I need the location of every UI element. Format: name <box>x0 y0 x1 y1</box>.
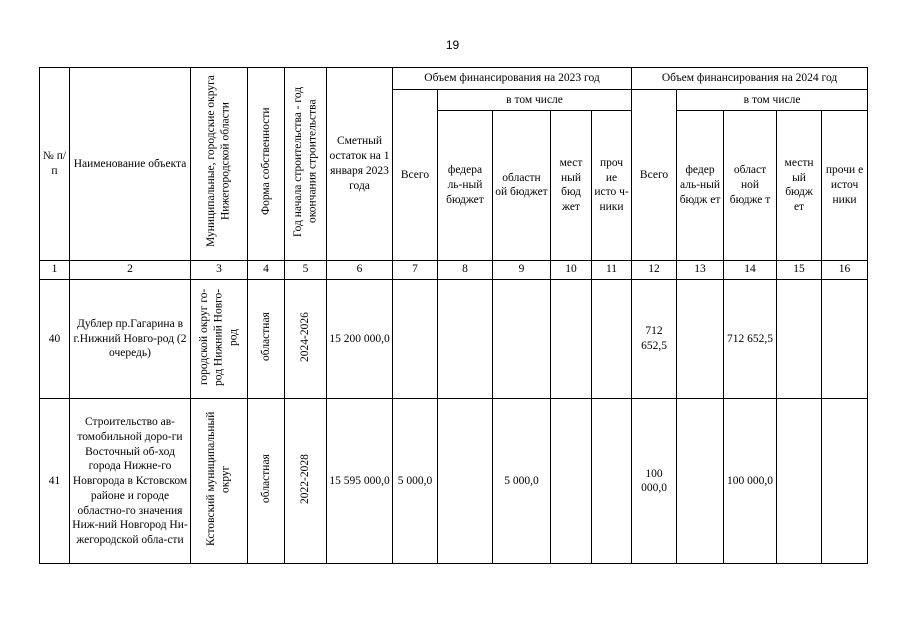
row-other-2023 <box>592 279 632 399</box>
header-municipality-text: Муниципальные, городские округа Нижегородской области <box>205 75 232 248</box>
col-index: 8 <box>438 260 493 279</box>
col-index: 15 <box>777 260 822 279</box>
row-municipality-text: Кстовский муниципальный округ <box>205 411 232 547</box>
col-index: 4 <box>248 260 285 279</box>
row-ownership <box>248 399 285 564</box>
row-years-text: 2022-2028 <box>299 454 312 504</box>
header-regional-2024 <box>724 110 777 260</box>
row-total-2023 <box>393 279 438 399</box>
col-index: 6 <box>327 260 393 279</box>
row-federal-2024 <box>677 399 724 564</box>
header-other-2023 <box>592 110 632 260</box>
row-regional-2023 <box>493 279 551 399</box>
col-index: 10 <box>551 260 592 279</box>
header-federal-2024 <box>677 110 724 260</box>
row-regional-2023: 5 000,0 <box>493 399 551 564</box>
row-regional-2024: 100 000,0 <box>724 399 777 564</box>
row-ownership <box>248 279 285 399</box>
col-index: 12 <box>632 260 677 279</box>
header-other-2024-text: прочи е источ ники <box>825 164 864 206</box>
row-total-2023: 5 000,0 <box>393 399 438 564</box>
header-total-2024-text: Всего <box>639 168 669 181</box>
row-total-2024: 712 652,5 <box>632 279 677 399</box>
header-incl-2024 <box>677 90 868 111</box>
header-fin-2023 <box>393 68 632 90</box>
row-municipality-text: городской округ го-род Нижний Новго-род <box>197 288 240 386</box>
header-local-2023 <box>551 110 592 260</box>
header-federal-2023 <box>438 110 493 260</box>
row-federal-2024 <box>677 279 724 399</box>
header-name <box>70 68 191 261</box>
header-ownership <box>248 68 285 261</box>
table-row <box>40 279 868 399</box>
row-num: 40 <box>40 279 70 399</box>
header-incl-2024-text: в том числе <box>743 93 801 106</box>
row-local-2024 <box>777 279 822 399</box>
row-regional-2024: 712 652,5 <box>724 279 777 399</box>
col-index: 11 <box>592 260 632 279</box>
row-years-text: 2024-2026 <box>299 311 312 362</box>
header-num <box>40 68 70 261</box>
header-num-text: № п/п <box>42 150 67 177</box>
header-other-2023-text: проч ие исто ч-ники <box>594 156 629 213</box>
col-index: 14 <box>724 260 777 279</box>
row-municipality <box>191 279 248 399</box>
col-index: 13 <box>677 260 724 279</box>
row-federal-2023 <box>438 279 493 399</box>
header-fin-2024 <box>632 68 868 90</box>
row-municipality <box>191 399 248 564</box>
header-regional-2023-text: областн ой бюджет <box>495 171 548 199</box>
row-local-2023 <box>551 399 592 564</box>
col-index: 5 <box>285 260 327 279</box>
row-years <box>285 279 327 399</box>
col-index: 9 <box>493 260 551 279</box>
header-estimate-text: Сметный остаток на 1 января 2023 года <box>329 135 390 192</box>
header-local-2023-text: мест ный бюд жет <box>559 156 583 213</box>
row-estimate: 15 200 000,0 <box>327 279 393 399</box>
header-federal-2024-text: федер аль-ный бюдж ет <box>679 164 721 206</box>
header-local-2024 <box>777 110 822 260</box>
page-number: 19 <box>445 38 460 52</box>
header-fin-2024-text: Объем финансирования на 2024 год <box>661 72 838 85</box>
row-local-2023 <box>551 279 592 399</box>
header-name-text: Наименование объекта <box>73 157 187 170</box>
row-other-2024 <box>822 279 868 399</box>
header-total-2024 <box>632 90 677 261</box>
row-ownership-text: областная <box>259 454 272 504</box>
header-local-2024-text: местн ый бюдж ет <box>784 156 814 213</box>
row-federal-2023 <box>438 399 493 564</box>
header-municipality <box>191 68 248 261</box>
row-other-2024 <box>822 399 868 564</box>
header-years <box>285 68 327 261</box>
table-row <box>40 399 868 564</box>
col-index: 3 <box>191 260 248 279</box>
row-local-2024 <box>777 399 822 564</box>
header-fin-2023-text: Объем финансирования на 2023 год <box>424 72 600 85</box>
row-total-2024: 100 000,0 <box>632 399 677 564</box>
col-index: 7 <box>393 260 438 279</box>
col-index: 2 <box>70 260 191 279</box>
row-years <box>285 399 327 564</box>
row-estimate: 15 595 000,0 <box>327 399 393 564</box>
header-ownership-text: Форма собственности <box>259 107 272 216</box>
financing-table <box>39 67 868 564</box>
header-other-2024 <box>822 110 868 260</box>
header-years-text: Год начала строительства - год окончания строительства <box>291 86 319 237</box>
col-index: 16 <box>822 260 868 279</box>
header-incl-2023-text: в том числе <box>506 93 563 106</box>
row-object-name: Дублер пр.Гагарина в г.Нижний Новго-род (2 очередь) <box>70 279 191 399</box>
row-num: 41 <box>40 399 70 564</box>
header-regional-2024-text: област ной бюдже т <box>729 164 771 206</box>
header-incl-2023 <box>438 90 632 111</box>
row-ownership-text: областная <box>259 312 272 362</box>
row-other-2023 <box>592 399 632 564</box>
col-index: 1 <box>40 260 70 279</box>
column-index-row <box>40 260 868 279</box>
header-total-2023-text: Всего <box>400 168 430 181</box>
header-federal-2023-text: федера ль-ный бюджет <box>446 164 484 206</box>
row-object-name: Строительство ав-томобильной доро-ги Восточный об-ход города Нижне-го Новгорода в Кстовском районе и городе областно-го значения Ниж-ний Новгород Ни-жегородской обла-сти <box>70 399 191 564</box>
header-estimate <box>327 68 393 261</box>
header-total-2023 <box>393 90 438 261</box>
header-regional-2023 <box>493 110 551 260</box>
